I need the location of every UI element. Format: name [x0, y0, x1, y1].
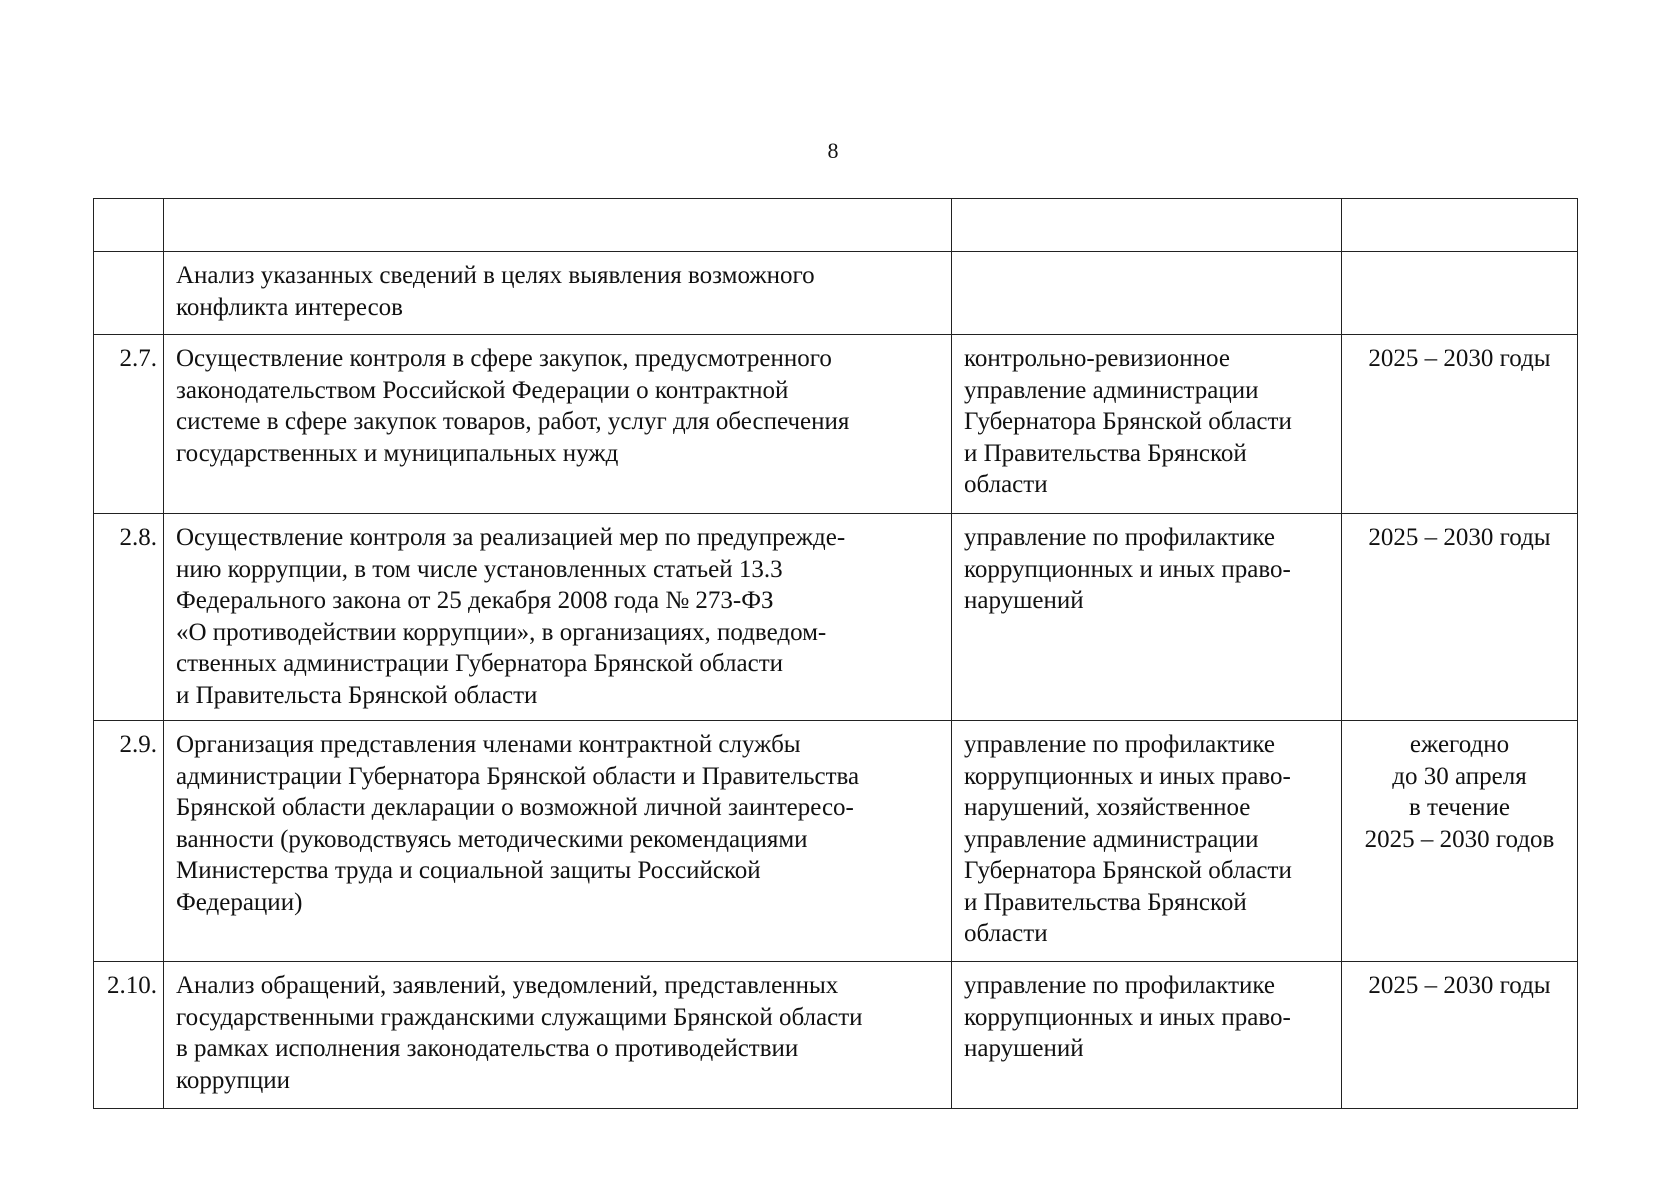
table-header-row — [94, 199, 1578, 252]
header-cell-action — [164, 199, 952, 252]
header-cell-term — [1342, 199, 1578, 252]
row-action: Осуществление контроля в сфере закупок, предусмотренного законодательством Российской Федерации о контрактной системе в сфере закупок товаров, работ, услуг для обеспечения государственных и муниципальных нужд — [164, 335, 952, 514]
table-row — [94, 335, 1578, 514]
row-responsible: управление по профилактике коррупционных и иных право- нарушений, хозяйственное управление администрации Губернатора Брянской области и Правительства Брянской области — [952, 721, 1342, 962]
header-cell-num — [94, 199, 164, 252]
row-action: Анализ обращений, заявлений, уведомлений, представленных государственными гражданскими служащими Брянской области в рамках исполнения законодательства о противодействии коррупции — [164, 962, 952, 1109]
measures-table — [93, 198, 1578, 1109]
row-number: 2.8. — [94, 514, 164, 721]
row-number — [94, 252, 164, 335]
row-term — [1342, 252, 1578, 335]
row-action: Анализ указанных сведений в целях выявления возможного конфликта интересов — [164, 252, 952, 335]
row-number: 2.7. — [94, 335, 164, 514]
table-row — [94, 514, 1578, 721]
row-responsible — [952, 252, 1342, 335]
row-action: Организация представления членами контрактной службы администрации Губернатора Брянской области и Правительства Брянской области декларации о возможной личной заинтересо- ванности (руководствуясь методическими рекомендациями Министерства труда и социальной защиты Российской Федерации) — [164, 721, 952, 962]
page-number: 8 — [827, 138, 839, 163]
table-row — [94, 962, 1578, 1109]
row-responsible: контрольно-ревизионное управление администрации Губернатора Брянской области и Правительства Брянской области — [952, 335, 1342, 514]
table-row — [94, 252, 1578, 335]
table-row — [94, 721, 1578, 962]
row-action: Осуществление контроля за реализацией мер по предупрежде- нию коррупции, в том числе установленных статьей 13.3 Федерального закона от 25 декабря 2008 года № 273-ФЗ «О противодействии коррупции», в организациях, подведом- ственных администрации Губернатора Брянской области и Правительста Брянской области — [164, 514, 952, 721]
row-term: 2025 – 2030 годы — [1342, 514, 1578, 721]
row-number: 2.9. — [94, 721, 164, 962]
row-term: 2025 – 2030 годы — [1342, 335, 1578, 514]
row-responsible: управление по профилактике коррупционных и иных право- нарушений — [952, 962, 1342, 1109]
row-responsible: управление по профилактике коррупционных и иных право- нарушений — [952, 514, 1342, 721]
row-number: 2.10. — [94, 962, 164, 1109]
row-term: 2025 – 2030 годы — [1342, 962, 1578, 1109]
row-term: ежегодно до 30 апреля в течение 2025 – 2030 годов — [1342, 721, 1578, 962]
header-cell-responsible — [952, 199, 1342, 252]
